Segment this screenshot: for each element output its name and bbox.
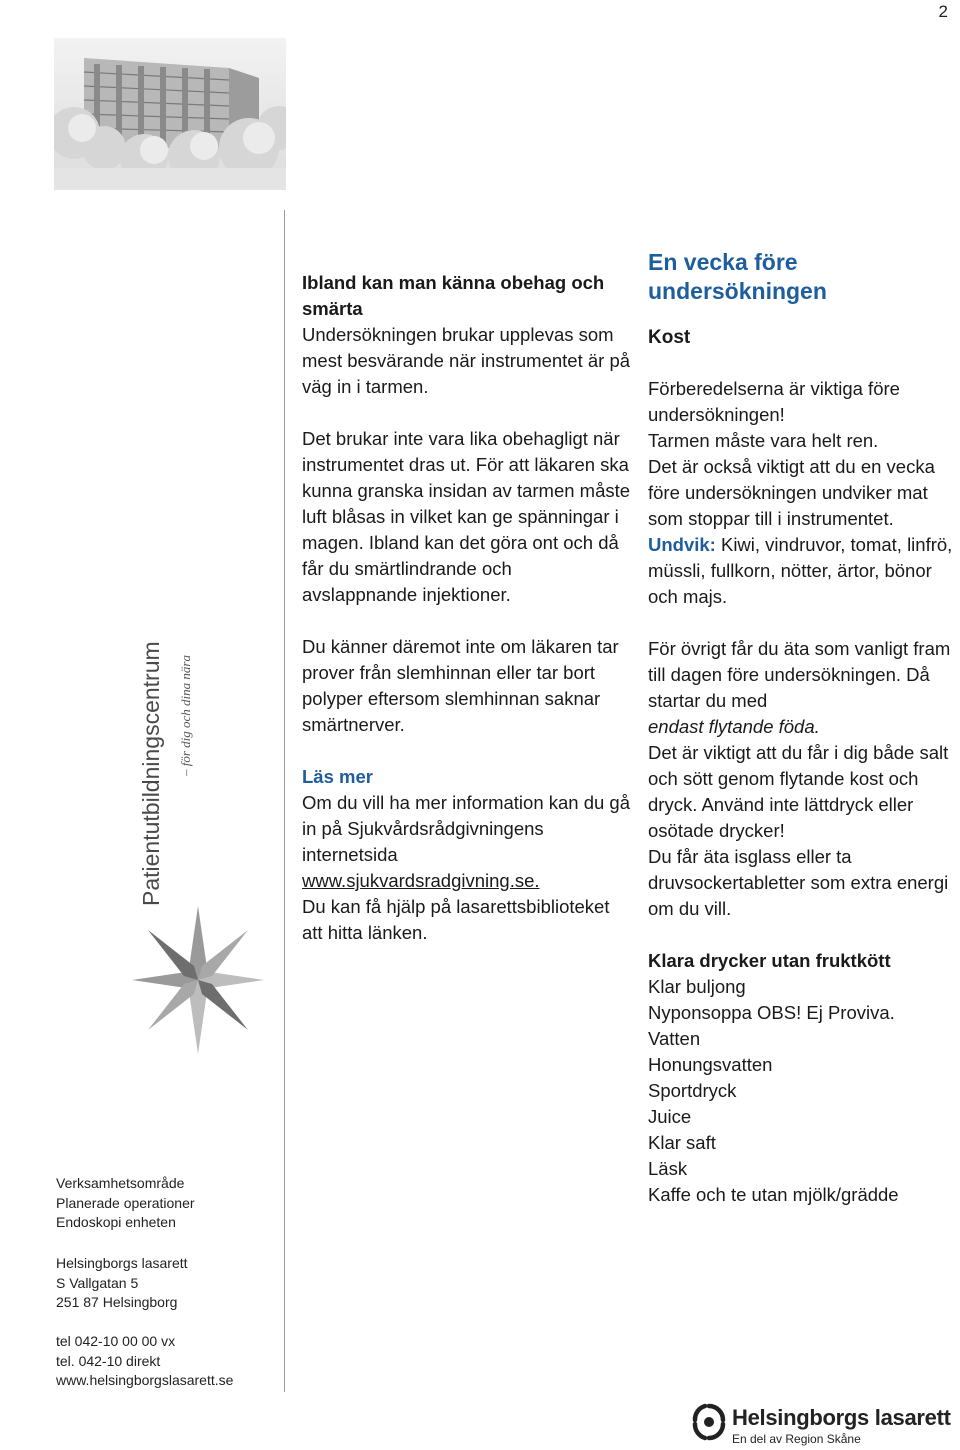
contact-info <box>56 1332 233 1391</box>
sidebar-title: Patientutbildningscentrum <box>138 641 164 906</box>
paragraph: Undersökningen brukar upplevas som mest besvärande när instrumentet är på väg in i tarmen. <box>302 324 631 397</box>
list-item: Juice <box>648 1106 692 1127</box>
sidebar-tagline: – för dig och dina nära <box>178 655 193 776</box>
liquid-diet-emphasis: endast flytande föda. <box>648 716 820 737</box>
paragraph: Du kan få hjälp på lasarettsbiblioteket att hitta länken. <box>302 896 610 943</box>
paragraph: Du får äta isglass eller ta druvsockertabletter som extra energi om du vill. <box>648 846 949 919</box>
hospital-building-photo <box>54 38 286 190</box>
paragraph: Det är också viktigt att du en vecka före undersökningen undviker mat som stoppar till i instrumentet. <box>648 456 935 529</box>
avoid-text: Kiwi, vindruvor, tomat, linfrö, müssli, fullkorn, nötter, ärtor, bönor och majs. <box>648 534 953 607</box>
diet-heading: Kost <box>648 327 691 348</box>
star-emblem-icon <box>132 906 264 1054</box>
list-item: Läsk <box>648 1158 688 1179</box>
paragraph: För övrigt får du äta som vanligt fram till dagen före undersökningen. Då startar du med <box>648 638 951 711</box>
region-skane-logo-icon <box>690 1400 728 1442</box>
address-line: S Vallgatan 5 <box>56 1274 139 1291</box>
website-link[interactable]: www.helsingborgslasarett.se <box>56 1372 234 1388</box>
address-line: 251 87 Helsingborg <box>56 1294 178 1310</box>
page-number: 2 <box>938 2 948 21</box>
hospital-logo-name: Helsingborgs lasarett <box>732 1405 951 1430</box>
address-line: Planerade operationer <box>56 1194 195 1211</box>
pain-heading: Ibland kan man känna obehag och smärta <box>302 272 605 319</box>
department-address <box>56 1174 195 1233</box>
list-item: Kaffe och te utan mjölk/grädde <box>648 1184 899 1205</box>
address-line: Endoskopi enheten <box>56 1214 176 1230</box>
list-item: Klar saft <box>648 1132 716 1153</box>
hospital-address <box>56 1254 188 1313</box>
phone-switchboard: tel 042-10 00 00 vx <box>56 1333 176 1349</box>
address-line: Helsingborgs lasarett <box>56 1255 188 1271</box>
list-item: Vatten <box>648 1028 701 1049</box>
column-divider <box>284 210 285 1392</box>
week-before-heading: En vecka före undersökningen <box>648 249 827 304</box>
hospital-logo-subtitle: En del av Region Skåne <box>732 1432 861 1446</box>
paragraph: Det brukar inte vara lika obehagligt när instrumentet dras ut. För att läkaren ska kunna granska insidan av tarmen måste luft blåsas in vilket kan ge spänningar i magen. Ibland kan det göra ont och då får du smärtlindrande och avslappnande injektioner. <box>302 428 631 605</box>
list-item: Sportdryck <box>648 1080 737 1101</box>
list-item: Klar buljong <box>648 976 746 997</box>
paragraph: Du känner däremot inte om läkaren tar prover från slemhinnan eller tar bort polyper eftersom slemhinnan saknar smärtnerver. <box>302 636 619 735</box>
right-column <box>648 248 956 1208</box>
paragraph: Om du vill ha mer information kan du gå in på Sjukvårdsrådgivningens internetsida <box>302 792 631 865</box>
middle-column <box>302 270 632 946</box>
phone-direct: tel. 042-10 direkt <box>56 1352 161 1369</box>
avoid-label: Undvik: <box>648 534 716 555</box>
paragraph: Tarmen måste vara helt ren. <box>648 430 879 451</box>
address-line: Verksamhetsområde <box>56 1175 185 1191</box>
list-item: Honungsvatten <box>648 1054 773 1075</box>
list-item: Nyponsoppa OBS! Ej Proviva. <box>648 1002 895 1023</box>
clear-drinks-list <box>648 974 956 1208</box>
clear-drinks-heading: Klara drycker utan fruktkött <box>648 950 891 971</box>
avoid-paragraph <box>648 532 956 610</box>
read-more-heading: Läs mer <box>302 766 373 787</box>
paragraph: Förberedelserna är viktiga före undersökningen! <box>648 378 900 425</box>
sjukvardsradgivning-link[interactable]: www.sjukvardsradgivning.se. <box>302 870 540 891</box>
paragraph: Det är viktigt att du får i dig både salt och sött genom flytande kost och dryck. Använd inte lättdryck eller osötade drycker! <box>648 742 949 841</box>
